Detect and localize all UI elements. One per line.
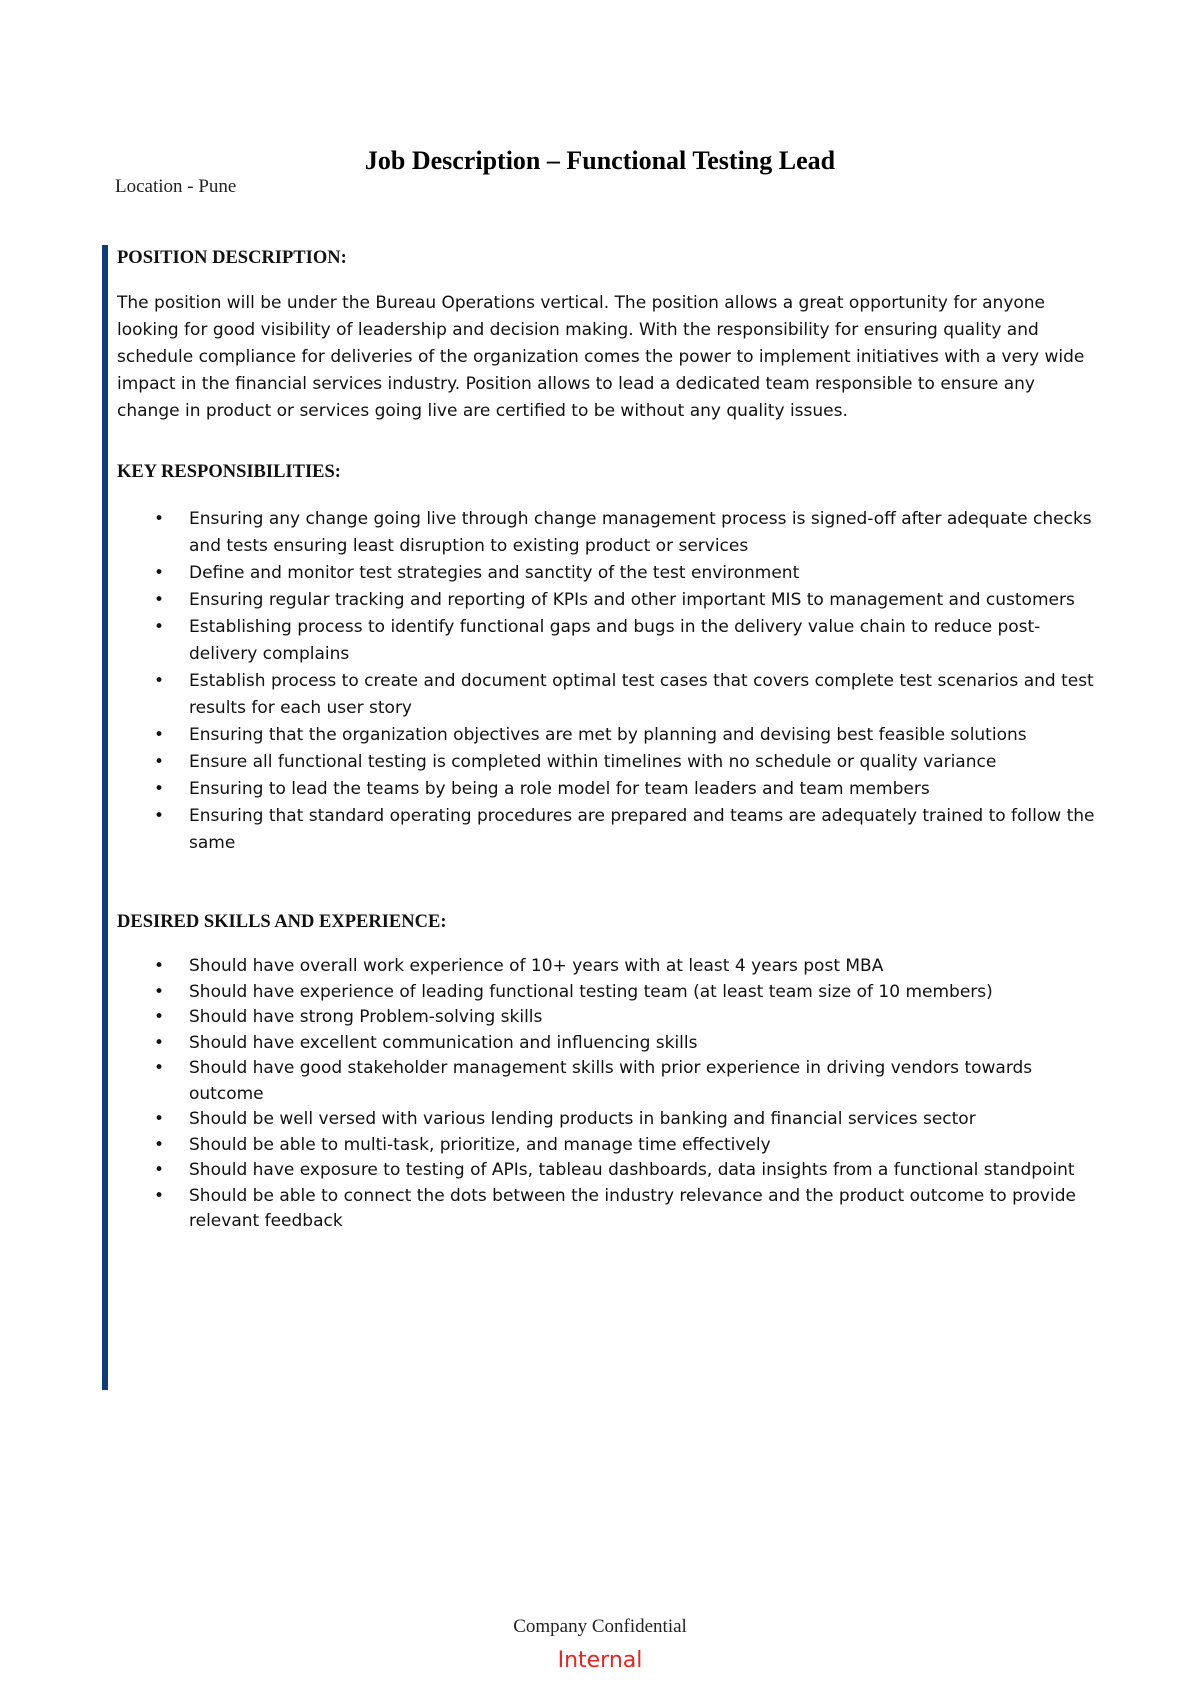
bullet-icon: • — [154, 1109, 165, 1129]
desired-skills-section — [117, 912, 1097, 1235]
responsibility-item-text: Ensuring that standard operating procedures are prepared and teams are adequately trained to follow the same — [189, 806, 1095, 853]
bullet-icon: • — [154, 779, 165, 799]
responsibility-item — [117, 506, 1097, 560]
skill-item-text: Should have excellent communication and influencing skills — [189, 1032, 698, 1053]
key-responsibilities-heading: KEY RESPONSIBILITIES: — [117, 462, 341, 482]
bullet-icon: • — [154, 563, 165, 583]
responsibility-item — [117, 587, 1097, 614]
bullet-icon: • — [154, 509, 165, 529]
skill-item — [117, 1184, 1097, 1235]
responsibility-item — [117, 749, 1097, 776]
responsibility-item-text: Establishing process to identify functional gaps and bugs in the delivery value chain to reduce post-delivery complains — [189, 617, 1041, 664]
responsibility-item — [117, 776, 1097, 803]
skill-item-text: Should be able to multi-task, prioritize, and manage time effectively — [189, 1134, 771, 1155]
bullet-icon: • — [154, 1134, 165, 1155]
bullet-icon: • — [154, 981, 165, 1002]
bullet-icon: • — [154, 590, 165, 610]
skill-item — [117, 954, 1097, 980]
bullet-icon: • — [154, 956, 165, 976]
skill-item — [117, 1056, 1097, 1107]
skill-item — [117, 1031, 1097, 1057]
skill-item-text: Should have good stakeholder management skills with prior experience in driving vendors towards outcome — [189, 1058, 1033, 1104]
responsibility-item — [117, 560, 1097, 587]
bullet-icon: • — [154, 1160, 165, 1180]
location-label: Location - Pune — [115, 176, 237, 197]
responsibility-item-text: Ensure all functional testing is completed within timelines with no schedule or quality variance — [189, 752, 997, 772]
skill-item-text: Should have overall work experience of 10+ years with at least 4 years post MBA — [189, 956, 884, 976]
skill-item — [117, 1005, 1097, 1031]
bullet-icon: • — [154, 1007, 165, 1027]
responsibility-item-text: Ensuring to lead the teams by being a role model for team leaders and team members — [189, 779, 930, 799]
skill-item-text: Should have exposure to testing of APIs, tableau dashboards, data insights from a functional standpoint — [189, 1160, 1075, 1180]
responsibility-item-text: Ensuring that the organization objectives are met by planning and devising best feasible solutions — [189, 725, 1027, 745]
responsibility-item-text: Ensuring any change going live through change management process is signed-off after adequate checks and tests ensuring least disruption to existing product or services — [189, 509, 1092, 556]
footer-classification: Internal — [557, 1648, 643, 1673]
skill-item — [117, 1133, 1097, 1159]
document-body — [117, 248, 1097, 1235]
bullet-icon: • — [154, 1185, 165, 1206]
bullet-icon: • — [154, 1032, 165, 1053]
responsibility-item-text: Define and monitor test strategies and sanctity of the test environment — [189, 563, 800, 583]
key-responsibilities-list — [117, 506, 1097, 857]
bullet-icon: • — [154, 617, 165, 637]
skill-item — [117, 980, 1097, 1006]
skill-item — [117, 1158, 1097, 1184]
footer-confidential: Company Confidential — [513, 1616, 687, 1637]
document-title: Job Description – Functional Testing Lead — [364, 146, 836, 175]
bullet-icon: • — [154, 806, 165, 826]
responsibility-item-text: Ensuring regular tracking and reporting of KPIs and other important MIS to management and customers — [189, 590, 1075, 610]
bullet-icon: • — [154, 752, 165, 772]
position-description-heading: POSITION DESCRIPTION: — [117, 248, 347, 268]
responsibility-item-text: Establish process to create and document optimal test cases that covers complete test scenarios and test results for each user story — [189, 671, 1094, 718]
left-accent-bar — [102, 245, 108, 1390]
responsibility-item — [117, 722, 1097, 749]
skill-item-text: Should be well versed with various lending products in banking and financial services sector — [189, 1109, 976, 1129]
position-description-text: The position will be under the Bureau Operations vertical. The position allows a great opportunity for anyone looking for good visibility of leadership and decision making. With the responsibility for ensuring quality and schedule compliance for deliveries of the organization comes the power to implement initiatives with a very wide impact in the financial services industry. Position allows to lead a dedicated team responsible to ensure any change in product or services going live are certified to be without any quality issues. — [117, 293, 1085, 421]
skill-item — [117, 1107, 1097, 1133]
key-responsibilities-section — [117, 462, 1097, 857]
bullet-icon: • — [154, 725, 165, 745]
desired-skills-list — [117, 954, 1097, 1235]
responsibility-item — [117, 803, 1097, 857]
skill-item-text: Should be able to connect the dots between the industry relevance and the product outcome to provide relevant feedback — [189, 1185, 1076, 1231]
responsibility-item — [117, 668, 1097, 722]
position-description-section — [117, 248, 1097, 425]
bullet-icon: • — [154, 671, 165, 691]
skill-item-text: Should have strong Problem-solving skills — [189, 1007, 543, 1027]
bullet-icon: • — [154, 1058, 165, 1078]
skill-item-text: Should have experience of leading functional testing team (at least team size of 10 members) — [189, 981, 993, 1002]
responsibility-item — [117, 614, 1097, 668]
desired-skills-heading: DESIRED SKILLS AND EXPERIENCE: — [117, 912, 447, 932]
